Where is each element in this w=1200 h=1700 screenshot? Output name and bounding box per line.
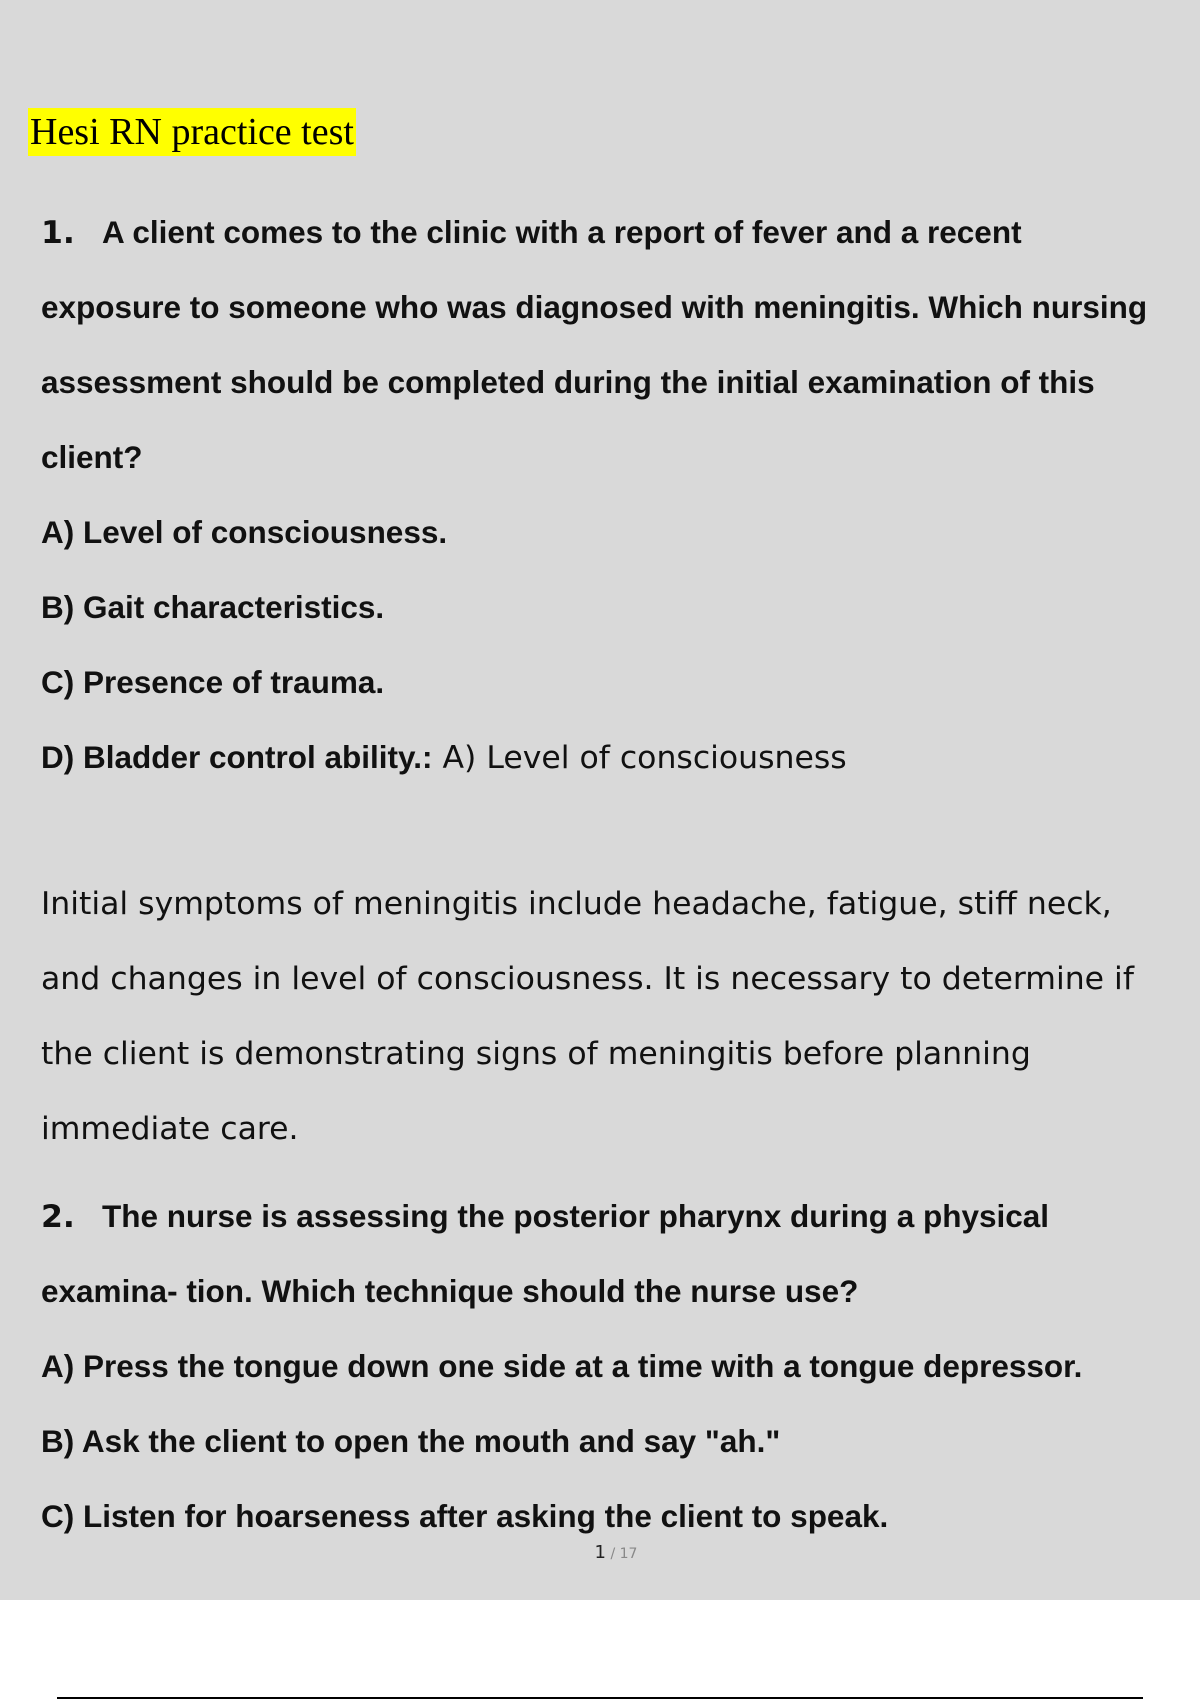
- page-number: [0, 1542, 1200, 1563]
- question-1-stem-line-2: exposure to someone who was diagnosed with meningitis. Which nursing: [41, 289, 1148, 325]
- question-2-option-b: B) Ask the client to open the mouth and say "ah.": [41, 1423, 781, 1459]
- question-1-stem-line-4: client?: [41, 439, 143, 475]
- question-1-option-d-line: [41, 739, 847, 776]
- question-1-rationale-line-2: and changes in level of consciousness. It is necessary to determine if: [41, 961, 1134, 997]
- question-1-option-c: C) Presence of trauma.: [41, 664, 385, 700]
- question-1-rationale-line-1: Initial symptoms of meningitis include headache, fatigue, stiff neck,: [41, 886, 1112, 922]
- question-1-rationale-line-3: the client is demonstrating signs of meningitis before planning: [41, 1036, 1031, 1072]
- question-1-option-b: B) Gait characteristics.: [41, 589, 385, 625]
- page-number-current: 1: [594, 1542, 606, 1563]
- question-2-option-c: C) Listen for hoarseness after asking the client to speak.: [41, 1498, 889, 1534]
- document-title: Hesi RN practice test: [28, 108, 356, 156]
- question-1-stem-text: A client comes to the clinic with a report of fever and a recent: [102, 214, 1022, 250]
- question-2-number: 2.: [41, 1199, 75, 1235]
- divider-line: [57, 1697, 1143, 1699]
- question-1-stem-line-3: assessment should be completed during the initial examination of this: [41, 364, 1095, 400]
- question-2-stem-text: The nurse is assessing the posterior pharynx during a physical: [102, 1198, 1050, 1234]
- question-1-stem-line-1: [41, 214, 1022, 251]
- question-1-rationale-line-4: immediate care.: [41, 1111, 299, 1147]
- question-1-answer: A) Level of consciousness: [432, 740, 847, 776]
- question-2-option-a: A) Press the tongue down one side at a time with a tongue depressor.: [41, 1348, 1083, 1384]
- page-number-total: / 17: [606, 1546, 638, 1562]
- question-1-option-d: D) Bladder control ability.:: [41, 739, 433, 775]
- question-1-number: 1.: [41, 215, 75, 251]
- question-2-stem-line-2: examina- tion. Which technique should the nurse use?: [41, 1273, 859, 1309]
- question-1-option-a: A) Level of consciousness.: [41, 514, 448, 550]
- question-2-stem-line-1: [41, 1198, 1049, 1235]
